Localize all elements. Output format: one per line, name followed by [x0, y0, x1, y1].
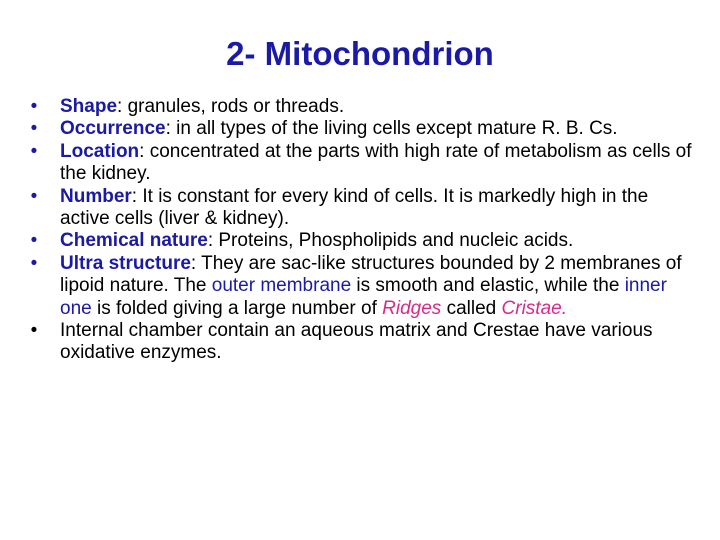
ridges-text: Ridges [382, 297, 442, 319]
bullet-text: Internal chamber contain an aqueous matrix and Crestae have various oxidative enzymes. [60, 320, 653, 364]
bullet-term: Ultra structure [60, 252, 191, 274]
bullet-text: : in all types of the living cells except mature R. B. Cs. [165, 118, 618, 140]
bullet-location [25, 141, 700, 186]
bullet-dot-icon: • [30, 320, 38, 342]
slide-title: 2- Mitochondrion [226, 35, 494, 72]
bullet-text: is smooth and elastic, while the [351, 275, 625, 297]
bullet-chemical-nature [25, 230, 700, 252]
bullet-dot-icon: • [30, 140, 38, 162]
bullet-text: : Proteins, Phospholipids and nucleic acids. [207, 230, 574, 252]
bullet-dot-icon: • [30, 96, 38, 117]
bullet-occurrence [25, 118, 700, 140]
bullet-text: is folded giving a large number of [91, 297, 383, 319]
bullet-shape [25, 96, 700, 118]
bullet-dot-icon: • [30, 118, 38, 140]
bullet-text: : It is constant for every kind of cells. It is markedly high in the active cells (liver & kidney). [60, 185, 649, 230]
bullet-term: Chemical nature [60, 230, 208, 252]
bullet-dot-icon: • [30, 185, 38, 207]
bullet-number [25, 186, 700, 231]
bullet-list [25, 96, 700, 365]
bullet-text: : granules, rods or threads. [117, 96, 345, 117]
bullet-text: : They are sac-like structures bounded by 2 membranes of lipoid nature. The [60, 252, 682, 297]
bullet-dot-icon: • [30, 252, 38, 274]
bullet-dot-icon: • [30, 230, 38, 252]
bullet-term: Shape [60, 96, 118, 117]
bullet-ultra-structure [25, 253, 700, 320]
bullet-internal-chamber [25, 320, 700, 365]
bullet-term: Location [60, 140, 140, 162]
bullet-text: called [441, 297, 502, 319]
bullet-term: Occurrence [60, 118, 166, 140]
outer-membrane-text: outer membrane [211, 275, 352, 297]
bullet-term: Number [60, 185, 132, 207]
cristae-text: Cristae. [501, 297, 567, 319]
inner-one-text: inner one [60, 275, 667, 319]
bullet-text: : concentrated at the parts with high rate of metabolism as cells of the kidney. [60, 140, 692, 185]
